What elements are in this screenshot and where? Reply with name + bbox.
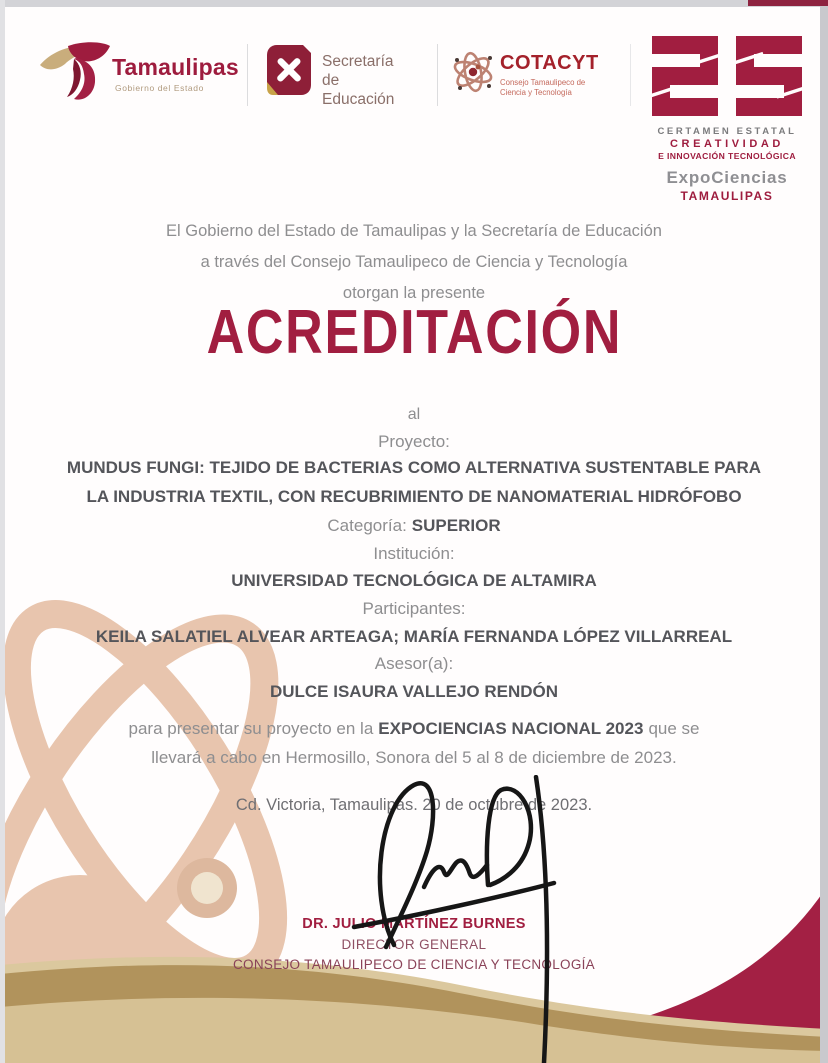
scan-edge-left [0, 0, 5, 1063]
institucion-value: UNIVERSIDAD TECNOLÓGICA DE ALTAMIRA [231, 571, 597, 590]
proyecto-label: Proyecto: [378, 432, 450, 451]
closing-line1 [0, 719, 828, 739]
tamaulipas-logo [38, 38, 239, 109]
signer-org: CONSEJO TAMAULIPECO DE CIENCIA Y TECNOLOGÍA [233, 957, 595, 972]
educacion-line1: Secretaría [322, 53, 394, 70]
categoria-line [0, 516, 828, 536]
closing-event: EXPOCIENCIAS NACIONAL 2023 [378, 719, 644, 738]
expociencias-tamaulipas: TAMAULIPAS [680, 189, 774, 203]
educacion-line2: de Educación [322, 72, 395, 108]
tamaulipas-wordmark: Tamaulipas [112, 54, 239, 80]
cotacyt-wordmark: COTACYT [500, 52, 599, 74]
badge-line2: CREATIVIDAD [670, 138, 784, 150]
asesor-value: DULCE ISAURA VALLEJO RENDÓN [269, 682, 559, 701]
badge-line1: CERTAMEN ESTATAL [657, 126, 797, 137]
segmented-25-icon [652, 36, 802, 116]
project-title-line1: MUNDUS FUNGI: TEJIDO DE BACTERIAS COMO ALTERNATIVA SUSTENTABLE PARA [66, 458, 762, 477]
scan-edge-top [0, 0, 828, 7]
cotacyt-logo [450, 46, 599, 103]
secretaria-educacion-logo [266, 44, 395, 108]
expociencias-wordmark: ExpoCiencias [666, 168, 788, 187]
categoria-value: SUPERIOR [411, 516, 501, 535]
date-line: Cd. Victoria, Tamaulipas. 20 de octubre de 2023. [235, 796, 593, 814]
tamaulipas-subtitle: Gobierno del Estado [115, 83, 204, 93]
intro-line1: El Gobierno del Estado de Tamaulipas y la Secretaría de Educación [166, 222, 662, 240]
badge-line3: E INNOVACIÓN TECNOLÓGICA [658, 151, 796, 161]
tamaulipas-eagle-icon [38, 38, 112, 104]
project-title-line2: LA INDUSTRIA TEXTIL, CON RECUBRIMIENTO DE NANOMATERIAL HIDRÓFOBO [86, 487, 742, 506]
scan-edge-right [820, 0, 828, 1063]
al-label: al [407, 406, 421, 423]
closing-post: que se [648, 719, 700, 738]
cotacyt-sub2: Ciencia y Tecnología [500, 87, 572, 97]
institucion-label: Institución: [373, 544, 455, 563]
asesor-label: Asesor(a): [374, 654, 454, 673]
intro-line3: otorgan la presente [342, 284, 486, 302]
intro-line2: a través del Consejo Tamaulipeco de Ciencia y Tecnología [200, 253, 628, 271]
scan-edge-corner [748, 0, 828, 6]
closing-line2: llevará a cabo en Hermosillo, Sonora del 5 al 8 de diciembre de 2023. [151, 748, 677, 767]
header-divider [437, 44, 438, 106]
badge-25-certamen [642, 36, 812, 203]
signer-name: DR. JULIO MARTÍNEZ BURNES [302, 916, 526, 932]
signer-role: DIRECTOR GENERAL [341, 937, 487, 952]
participantes-label: Participantes: [362, 599, 466, 618]
certificate-title: ACREDITACIÓN [206, 298, 622, 367]
closing-pre: para presentar su proyecto en la [128, 719, 374, 738]
cotacyt-sub1: Consejo Tamaulipeco de [500, 78, 586, 87]
education-crossed-pencils-icon [266, 44, 312, 96]
handwritten-signature [340, 775, 580, 1063]
cotacyt-atom-icon [450, 46, 496, 98]
categoria-label: Categoría: [327, 516, 407, 535]
participantes-value: KEILA SALATIEL ALVEAR ARTEAGA; MARÍA FERNANDA LÓPEZ VILLARREAL [95, 627, 733, 646]
header-divider [247, 44, 248, 106]
header-divider [630, 44, 631, 106]
